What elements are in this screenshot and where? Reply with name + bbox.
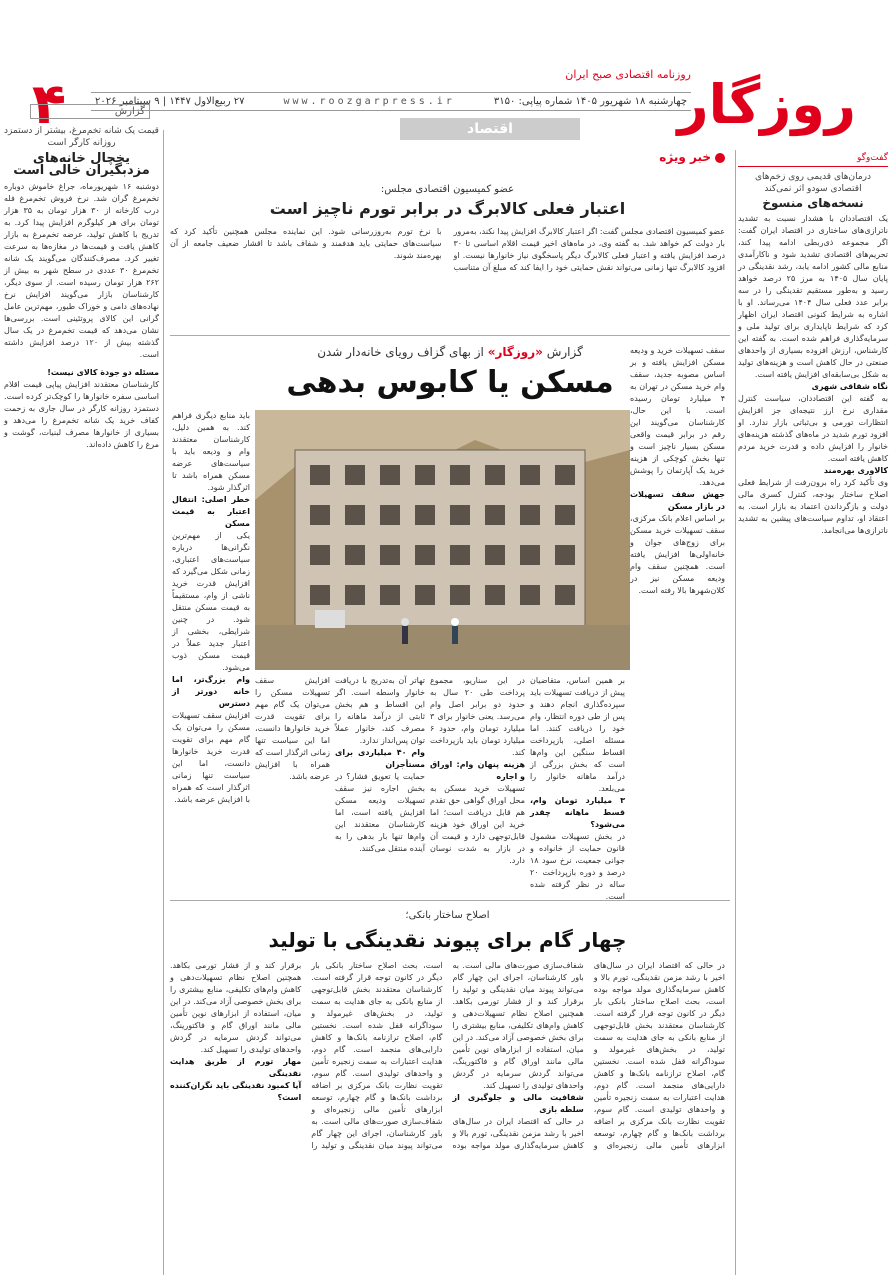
bottom-subhead: شفافیت مالی و جلوگیری از سلطه بازی (452, 1093, 584, 1114)
special-news-header: خبر ویژه (170, 150, 725, 164)
interview-column (738, 150, 888, 1275)
interview-subhead: کالاوری بهره‌مند (823, 466, 888, 475)
section-divider (170, 335, 730, 336)
bottom-body: در حالی که اقتصاد ایران در سال‌های اخیر با رشد مزمن نقدینگی، تورم بالا و کاهش سرمایه‌گذاری مولد مواجه بوده است، بحث اصلاح ساختار بانکی بار دیگر در کانون توجه قرار گرفته است. کارشناسان معتقدند بخش قابل‌توجهی از منابع بانکی به جای هدایت به سمت تولید، در بخش‌های غیرمولد و سوداگرانه قفل شده است. نخستین گام، اصلاح ترازنامه بانک‌ها و کاهش دارایی‌های منجمد است. گام دوم، هدایت اعتبارات به سمت زنجیره تأمین و واحدهای تولیدی است. گام سوم، تقویت نظارت بانک مرکزی بر اضافه برداشت بانک‌ها و گام چهارم، توسعه ابزارهای تأمین مالی زنجیره‌ای و شفاف‌سازی صورت‌های مالی است. به باور کارشناسان، اجرای این چهار گام می‌تواند پیوند میان نقدینگی و تولید را برقرار کند و از فشار تورمی بکاهد. همچنین اصلاح نظام تسهیلات‌دهی و کاهش وام‌های تکلیفی، منابع بیشتری را برای بخش خصوصی آزاد می‌کند. در این میان، استفاده از ابزارهای نوین تأمین مالی مانند اوراق گام و فاکتورینگ، می‌تواند گردش سرمایه در گردش واحدهای تولیدی را تسهیل کند. شفافیت مالی و جلوگیری از سلطه بازی در حالی که اقتصاد ایران در سال‌های اخیر با رشد مزمن نقدینگی، تورم بالا و کاهش سرمایه‌گذاری مولد مواجه بوده است، بحث اصلاح ساختار بانکی بار دیگر در کانون توجه قرار گرفته است. کارشناسان معتقدند بخش قابل‌توجهی از منابع بانکی به جای هدایت به سمت تولید، در بخش‌های غیرمولد و سوداگرانه قفل شده است. نخستین گام، اصلاح ترازنامه بانک‌ها و کاهش دارایی‌های منجمد است. گام دوم، هدایت اعتبارات به سمت زنجیره تأمین و واحدهای تولیدی است. گام سوم، تقویت نظارت بانک مرکزی بر اضافه برداشت بانک‌ها و گام چهارم، توسعه ابزارهای تأمین مالی زنجیره‌ای و شفاف‌سازی صورت‌های مالی است. به باور کارشناسان، اجرای این چهار گام می‌تواند پیوند میان نقدینگی و تولید را برقرار کند و از فشار تورمی بکاهد. همچنین اصلاح نظام تسهیلات‌دهی و کاهش وام‌های تکلیفی، منابع بیشتری را برای بخش خصوصی آزاد می‌کند. در این میان، استفاده از ابزارهای نوین تأمین مالی مانند اوراق گام و فاکتورینگ، می‌تواند گردش سرمایه در گردش واحدهای تولیدی را تسهیل کند. مهار تورم از طریق هدایت نقدینگی آیا کمبود نقدینگی باید نگران‌کننده است؟ (170, 961, 725, 1150)
report-subhead: مسئله دو جودة کالای نیست! (47, 368, 159, 377)
page-number: ۴ (31, 72, 66, 137)
main-subhead: هزینه پنهان وام: اوراق و اجاره (430, 760, 525, 781)
news-body: عضو کمیسیون اقتصادی مجلس گفت: اگر اعتبار کالابرگ افزایش پیدا نکند، به‌مرور بار دولت کم خواهد شد. به گفته وی، در ماه‌های اخیر قیمت اقلام اساسی تا ۳۰ درصد افزایش یافته و اعتبار فعلی کالابرگ دیگر پاسخگوی نیاز خانوارها نیست. او افزود کالابرگ تنها زمانی می‌تواند نقش حمایتی خود را ایفا کند که مبلغ آن متناسب با نرخ تورم به‌روزرسانی شود. این نماینده مجلس همچنین تأکید کرد که سیاست‌های حمایتی باید هدفمند و شفاف باشد تا اقشار ضعیف جامعه از آن بهره‌مند شوند. (170, 227, 725, 272)
special-news (170, 150, 725, 330)
main-text-column: تهاتر آن به‌تدریج با دریافت خانوار واسطه است. اگر این اقساط و هم بخش ثابتی از درآمد ماهانه را مصرف کند، خانوار عملاً توان پس‌انداز ندارد. وام ۴۰ میلیاردی برای مستأجران حمایت یا تعویق فشار؟ در بخش اجاره نیز سقف تسهیلات ودیعه مسکن افزایش یافته است، اما کارشناسان معتقدند این وام‌ها تنها بار بدهی را به آینده منتقل می‌کنند. (335, 676, 425, 853)
interview-body: به گفته این اقتصاددان، سیاست کنترل مقداری نرخ ارز نتیجه‌ای جز افزایش انتظارات تورمی و بی‌ثباتی بازار ندارد. او افزود تورم شدید در ماه‌های گذشته هزینه‌های خانوار را افزایش داده و قدرت خرید مردم کاهش یافته است. (738, 394, 888, 463)
main-text-column: بر همین اساس، متقاضیان پیش از دریافت تسهیلات باید سپرده‌گذاری انجام دهند و پس از طی دوره انتظار، وام خود را دریافت کنند. اما مسئله اصلی، بازپرداخت اقساط سنگین این وام‌ها است که بخش بزرگی از درآمد ماهانه خانوار را می‌بلعد. ۳ میلیارد تومان وام، قسط ماهانه چقدر می‌شود؟ در بخش تسهیلات مشمول قانون حمایت از خانواده و جوانی جمعیت، نرخ سود ۱۸ درصد و دوره بازپرداخت ۲۰ ساله در نظر گرفته شده است. (530, 676, 625, 901)
column-divider (735, 150, 736, 1275)
bottom-kicker: اصلاح ساختار بانکی؛ (405, 910, 490, 921)
bottom-title: چهار گام برای پیوند نقدینگی با تولید (268, 928, 627, 952)
building-illustration (255, 410, 630, 670)
main-subhead: ۳ میلیارد تومان وام، قسط ماهانه چقدر می‌شود؟ (530, 796, 625, 829)
bottom-subhead: مهار تورم از طریق هدایت نقدینگی (170, 1057, 302, 1078)
section-title: اقتصاد (400, 118, 580, 140)
interview-title: نسخه‌های منسوخ (762, 196, 864, 210)
interview-tag: گفت‌وگو (738, 150, 888, 167)
interview-body: وی تأکید کرد راه برون‌رفت از شرایط فعلی اصلاح ساختار بودجه، کنترل کسری مالی دولت و بازگرداندن اعتماد به بازار است. به اعتقاد او، تداوم سیاست‌های پیشین به تشدید ناترازی‌ها می‌انجامد. (738, 478, 888, 535)
interview-body: یک اقتصاددان با هشدار نسبت به تشدید ناترازی‌های ساختاری در اقتصاد ایران گفت: اگر مجموعه ذی‌ربطی ادامه پیدا کند، تحریم‌های اقتصادی تشدید شود و ناکارآمدی منابع مالی کشور ادامه یابد، رشد نقدینگی در پایان سال ۱۴۰۵ به مرز ۲۵ درصد خواهد رسید و به‌طور مستقیم تقدینگی را در سه برابر عدد فعلی سال ۱۴۰۴ می‌رساند. او با اشاره به شرایط کنونی اقتصاد ایران اظهار کرد که شرایط ناپایداری برای تولید ملی و سرمایه‌گذاری فراهم شده است. به گفته این کارشناس، ارزش افزوده بسیاری از واحدهای صنعتی در حال کاهش است و هزینه‌های تولید به شکل بی‌سابقه‌ای افزایش یافته است. (738, 214, 888, 379)
brand-name: «روزگار» (487, 345, 543, 359)
report-title: یخچال خانه‌های مزدبگیران خالی است (13, 151, 150, 178)
news-title: اعتبار فعلی کالابرگ در برابر تورم ناچیز است (269, 199, 626, 218)
report-column (4, 115, 159, 1275)
news-kicker: عضو کمیسیون اقتصادی مجلس: (380, 184, 515, 195)
main-subhead: جهش سقف تسهیلات در بازار مسکن (630, 490, 725, 511)
issue-info: چهارشنبه ۱۸ شهریور ۱۴۰۵ شماره پیاپی: ۳۱۵۰ (493, 96, 687, 107)
main-text-column: در این سناریو، مجموع پرداخت طی ۲۰ سال به حدود دو برابر اصل وام می‌رسد. یعنی خانوار برای ۳ میلیارد تومان وام، حدود ۶ میلیارد تومان باید بازپرداخت کند. هزینه پنهان وام: اوراق و اجاره تسهیلات خرید مسکن به محل اوراق گواهی حق تقدم هم قابل دریافت است؛ اما خرید این اوراق خود هزینه قابل‌توجهی دارد و قیمت آن در بازار به شدت نوسان دارد. (430, 676, 525, 865)
report-body: کارشناسان معتقدند افزایش پیاپی قیمت اقلام اساسی سفره خانوارها را کوچک‌تر کرده است. دستمزد روزانه کارگر در سال جاری به زحمت کفاف خرید یک شانه تخم‌مرغ را می‌دهد و بسیاری از خانوارها مصرف لبنیات، گوشت و مرغ را کاهش داده‌اند. (4, 380, 159, 449)
main-kicker: گزارش «روزگار» از بهای گزاف رویای خانه‌دار شدن (317, 345, 583, 359)
report-label: گزارش (30, 104, 150, 119)
main-text-column: باید منابع دیگری فراهم کند. به همین دلیل، کارشناسان معتقدند وام و ودیعه باید با سیاست‌های عرضه مسکن همراه باشد تا اثرگذار شود. خطر اصلی: انتقال اعتبار به قیمت مسکن یکی از مهم‌ترین نگرانی‌ها درباره سیاست‌های اعتباری، زمانی شکل می‌گیرد که افزایش قدرت خرید ناشی از وام، مستقیماً به قیمت مسکن منتقل شود. در چنین شرایطی، بخشی از اعتبار جدید عملاً در قیمت مسکن ذوب می‌شود. وام بزرگ‌تر، اما خانه دورتر از دسترس افزایش سقف تسهیلات مسکن را می‌توان یک گام مهم برای تقویت قدرت خرید خانوارها دانست، اما این سیاست تنها زمانی اثرگذار است که همراه با افزایش عرضه باشد. (172, 411, 250, 804)
interview-kicker: درمان‌های قدیمی روی زخم‌های اقتصادی سودو اثر نمی‌کند (754, 172, 872, 194)
construction-photo (255, 410, 630, 670)
interview-subhead: نگاه شقاقی شهری (811, 382, 888, 391)
tagline: روزنامه اقتصادی صبح ایران (565, 68, 691, 81)
logo-text: روزگار (677, 73, 856, 136)
newspaper-logo[interactable] (677, 70, 856, 140)
report-body: دوشنبه ۱۶ شهریورماه، جراغ خاموش دوباره‌ تخم‌مرغ گران شد. نرخ فروش تخم‌مرغ فله درب کارخانه از ۳۰ هزار تومان به ۳۵ هزار تومان برای هر کیلوگرم افزایش پیدا کرد. به تدریج با کاهش تولید، عرضه تخم‌مرغ به بازار کاهش یافت و قیمت‌ها در مغازه‌ها به سرعت تغییر کرد. مصرف‌کنندگان می‌گویند یک شانه تخم‌مرغ ۳۰ عددی در سطح شهر به بیش از ۲۶۲ هزار تومان رسیده است. از سوی دیگر، کارشناسان بازار می‌گویند افزایش نرخ نهاده‌های دامی و خوراک طیور، مهم‌ترین عامل گرانی این کالای پروتئینی است. بررسی‌ها نشان می‌دهد که قیمت تخم‌مرغ در یک سال گذشته بیش از ۱۲۰ درصد افزایش داشته است. (4, 182, 159, 359)
main-title: مسکن یا کابوس بدهی (286, 365, 614, 400)
website-url[interactable]: www.roozgarpress.ir (283, 96, 455, 107)
bullet-icon (715, 153, 725, 163)
dateline (91, 92, 691, 111)
main-subhead: خطر اصلی: انتقال اعتبار به قیمت مسکن (172, 495, 250, 528)
section-divider (170, 900, 730, 901)
report-kicker: قیمت یک شانه تخم‌مرغ، بیشتر از دستمزد روزانه کارگر است (4, 126, 159, 148)
main-text-column: افزایش سقف تسهیلات مسکن را می‌توان یک گام مهم برای تقویت قدرت خرید خانوارها دانست، اما این سیاست تنها زمانی اثرگذار است که همراه با افزایش عرضه باشد. (255, 676, 330, 781)
bottom-subhead: آیا کمبود نقدینگی باید نگران‌کننده است؟ (170, 1081, 302, 1102)
main-text-column: سقف تسهیلات خرید و ودیعه مسکن افزایش یافته و بر اساس مصوبه جدید، سقف وام خرید مسکن در تهران به ۴ میلیارد تومان رسیده است. با این حال، کارشناسان می‌گویند این رقم در برابر قیمت واقعی مسکن بسیار ناچیز است و تنها بخش کوچکی از هزینه خرید یک آپارتمان را پوشش می‌دهد. جهش سقف تسهیلات در بازار مسکن بر اساس اعلام بانک مرکزی، سقف تسهیلات خرید مسکن برای زوج‌های جوان و خانه‌اولی‌ها افزایش یافته است. همچنین سقف وام ودیعه مسکن نیز در کلان‌شهرها بالا رفته است. (630, 346, 725, 595)
main-subhead: وام بزرگ‌تر، اما خانه دورتر از دسترس (172, 675, 250, 708)
main-subhead: وام ۴۰ میلیاردی برای مستأجران (335, 748, 425, 769)
hijri-date: ۲۷ ربیع‌الاول ۱۴۴۷ | ۹ سپتامبر ۲۰۲۶ (95, 96, 245, 107)
column-divider (163, 130, 164, 1275)
